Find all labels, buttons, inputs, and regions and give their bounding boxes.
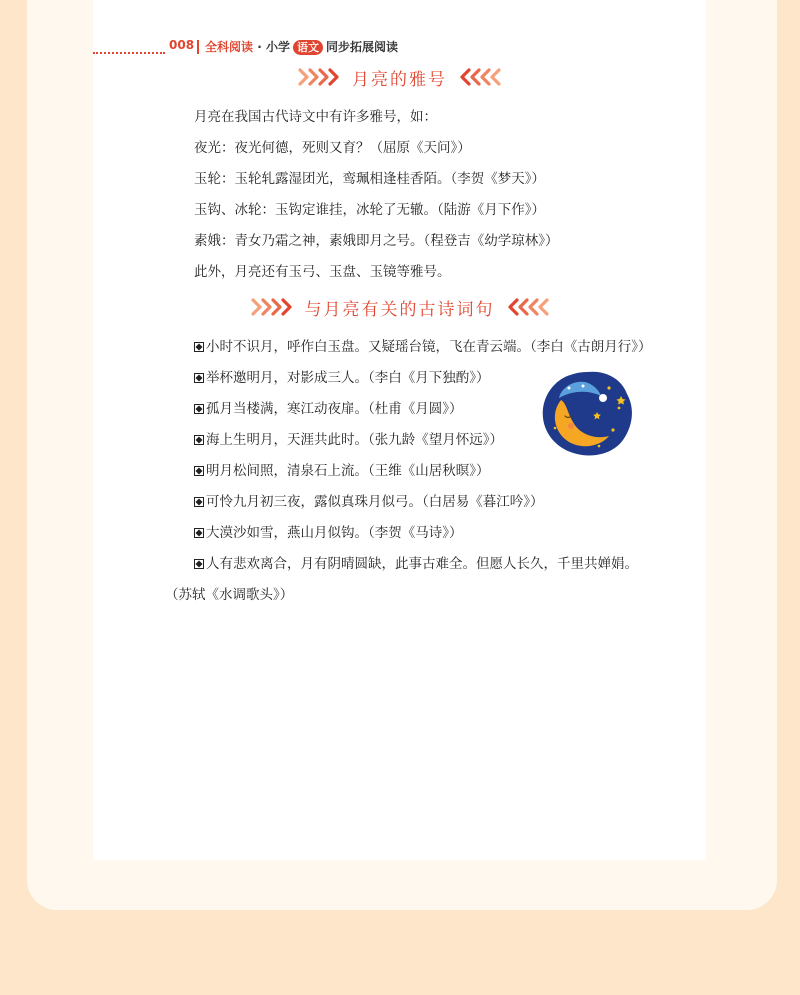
chevron-left-icon	[505, 298, 549, 316]
paragraph: 此外，月亮还有玉弓、玉盘、玉镜等雅号。	[194, 264, 451, 280]
header-subtitle: 同步拓展阅读	[325, 40, 398, 54]
poem-text: 海上生明月，天涯共此时。（张九龄《望月怀远》）	[206, 432, 503, 448]
diamond-bullet-icon	[194, 528, 204, 538]
page-header	[93, 36, 706, 60]
diamond-bullet-icon	[194, 497, 204, 507]
diamond-bullet-icon	[194, 435, 204, 445]
poem-attribution: （苏轼《水调歌头》）	[165, 587, 294, 603]
poem-line	[194, 399, 463, 419]
poem-text: 举杯邀明月，对影成三人。（李白《月下独酌》）	[206, 370, 490, 386]
poem-line	[194, 461, 490, 481]
diamond-bullet-icon	[194, 342, 204, 352]
book-page	[93, 0, 706, 860]
section-title-text: 月亮的雅号	[352, 69, 447, 90]
page-number: 008	[169, 38, 195, 52]
diamond-bullet-icon	[194, 559, 204, 569]
poem-text: 可怜九月初三夜，露似真珠月似弓。（白居易《暮江吟》）	[206, 494, 544, 510]
paragraph: 月亮在我国古代诗文中有许多雅号，如：	[194, 109, 437, 125]
header-level: 小学	[265, 40, 290, 54]
paragraph: 玉轮：玉轮轧露湿团光，鸾珮相逢桂香陌。（李贺《梦天》）	[194, 171, 545, 187]
header-title	[205, 38, 398, 55]
poem-line	[194, 430, 503, 450]
header-divider	[197, 40, 199, 54]
sleeping-moon-icon	[539, 368, 635, 458]
subject-badge: 语文	[293, 40, 323, 55]
chevron-left-icon	[457, 68, 501, 86]
poem-text: 明月松间照，清泉石上流。（王维《山居秋暝》）	[206, 463, 490, 479]
poem-text: 大漠沙如雪，燕山月似钩。（李贺《马诗》）	[206, 525, 463, 541]
header-dot: ·	[257, 40, 262, 54]
poem-line	[194, 492, 544, 512]
header-series: 全科阅读	[205, 40, 254, 54]
poem-line	[194, 523, 463, 543]
paragraph: 素娥：青女乃霜之神，素娥即月之号。（程登吉《幼学琼林》）	[194, 233, 559, 249]
chevron-right-icon	[298, 68, 342, 86]
poem-text: 孤月当楼满，寒江动夜扉。（杜甫《月圆》）	[206, 401, 463, 417]
paragraph: 夜光：夜光何德，死则又育？（屈原《天问》）	[194, 140, 471, 156]
section-title-nicknames	[93, 62, 706, 92]
section-title-text: 与月亮有关的古诗词句	[304, 299, 495, 320]
paragraph: 玉钩、冰轮：玉钩定谁挂，冰轮了无辙。（陆游《月下作》）	[194, 202, 545, 218]
diamond-bullet-icon	[194, 466, 204, 476]
poem-line	[194, 337, 652, 357]
diamond-bullet-icon	[194, 404, 204, 414]
poem-text: 小时不识月，呼作白玉盘。又疑瑶台镜，飞在青云端。（李白《古朗月行》）	[206, 339, 652, 355]
header-dotted-rule	[93, 52, 165, 54]
chevron-right-icon	[251, 298, 295, 316]
poem-text: 人有悲欢离合，月有阴晴圆缺，此事古难全。但愿人长久，千里共婵娟。	[206, 556, 638, 572]
section-title-poems	[93, 292, 706, 322]
poem-line	[194, 554, 638, 574]
diamond-bullet-icon	[194, 373, 204, 383]
poem-line	[194, 368, 490, 388]
